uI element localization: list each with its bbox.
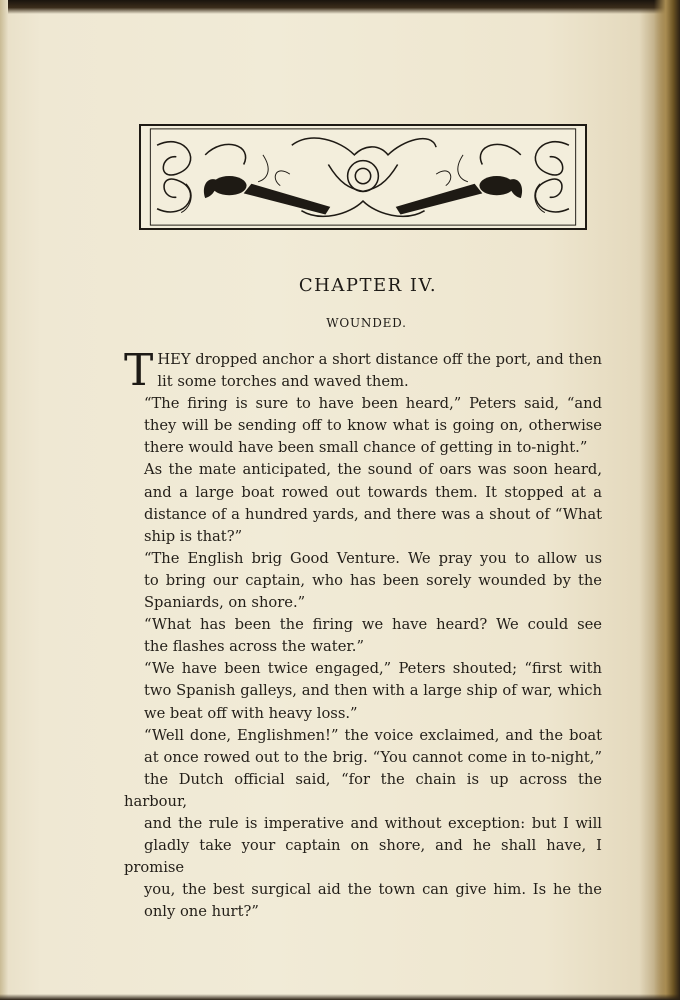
paragraph — [124, 658, 602, 724]
text-line: only one hurt?” — [144, 903, 259, 921]
headpiece-engraving — [141, 126, 585, 228]
text-line: “The English brig Good Venture. We pray you to allow us — [144, 549, 602, 567]
text-line: to bring our captain, who has been sorely wounded by the — [144, 571, 602, 589]
text-line: we beat off with heavy loss.” — [144, 704, 358, 722]
paragraph — [124, 393, 602, 459]
body-text — [124, 345, 602, 923]
page-binding-edge — [654, 0, 680, 1000]
text-line: they will be sending off to know what is going on, otherwise — [144, 417, 602, 435]
text-line: two Spanish galleys, and then with a large ship of war, which — [144, 682, 602, 700]
paragraph — [124, 725, 602, 924]
page-top-edge — [0, 0, 680, 14]
paragraph — [124, 345, 602, 396]
text-line: the flashes across the water.” — [144, 638, 364, 656]
text-line: you, the best surgical aid the town can give him. Is he the — [144, 881, 602, 899]
chapter-subtitle: WOUNDED. — [326, 316, 407, 330]
text-line: “Well done, Englishmen!” the voice exclaimed, and the boat — [144, 726, 602, 744]
paragraph — [124, 614, 602, 658]
text-line: at once rowed out to the brig. “You cannot come in to-night,” — [144, 748, 602, 766]
chapter-title: CHAPTER IV. — [298, 275, 438, 296]
text-line: “The firing is sure to have been heard,” Peters said, “and — [144, 395, 602, 413]
text-line: and a large boat rowed out towards them. It stopped at a — [144, 483, 602, 501]
text-line: and the rule is imperative and without exception: but I will — [144, 814, 602, 832]
text-line: ship is that?” — [144, 527, 243, 545]
paragraph — [124, 548, 602, 614]
text-line: lit some torches and waved them. — [157, 373, 409, 391]
page-bottom-edge — [0, 994, 680, 1000]
paragraph — [124, 459, 602, 547]
text-line: there would have been small chance of getting in to-night.” — [144, 439, 588, 457]
text-line: Spaniards, on shore.” — [144, 594, 306, 612]
page-left-edge — [0, 0, 8, 1000]
text-line: the Dutch official said, “for the chain is up across the harbour, — [124, 770, 602, 810]
drop-cap: T — [124, 345, 154, 396]
text-line: As the mate anticipated, the sound of oars was soon heard, — [144, 461, 602, 479]
ornamental-headpiece-icon — [139, 124, 587, 230]
text-line: HEY dropped anchor a short distance off the port, and then — [157, 351, 602, 368]
text-line: distance of a hundred yards, and there was a shout of “What — [144, 505, 602, 523]
text-line: “We have been twice engaged,” Peters shouted; “first with — [144, 660, 602, 678]
text-line: gladly take your captain on shore, and he shall have, I promise — [124, 837, 602, 877]
text-line: “What has been the firing we have heard? We could see — [144, 616, 602, 634]
